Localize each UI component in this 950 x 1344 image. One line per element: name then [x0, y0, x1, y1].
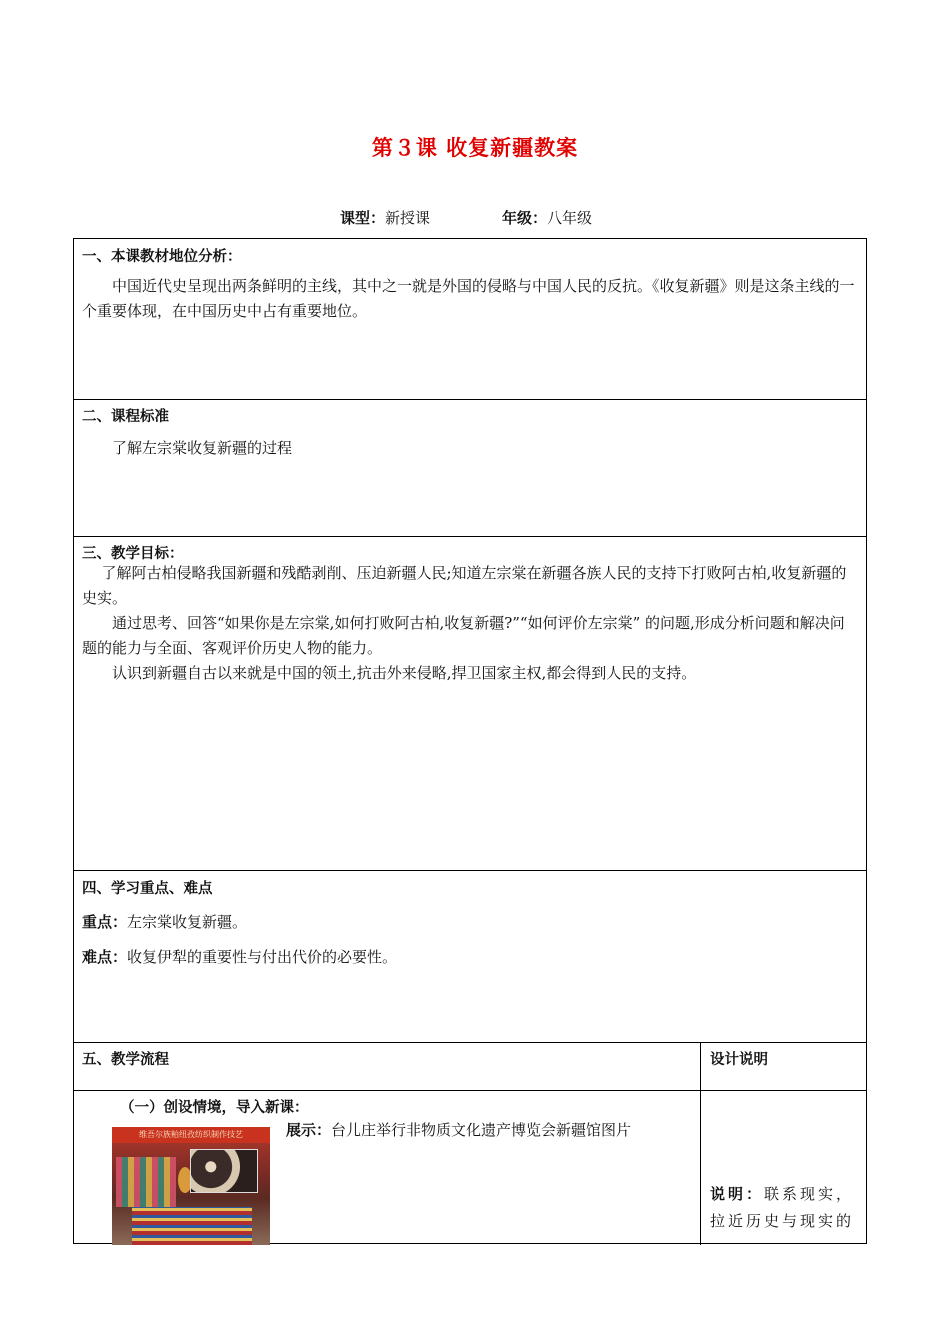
section-text: 了解左宗棠收复新疆的过程: [112, 439, 293, 457]
show-line: [286, 1119, 631, 1140]
type-label: 课型：: [340, 209, 386, 227]
section-heading: 五、教学流程: [82, 1052, 169, 1068]
show-text: 台儿庄举行非物质文化遗产博览会新疆馆图片: [331, 1121, 632, 1139]
goal-attitude: 认识到新疆自古以来就是中国的领土,抗击外来侵略,捍卫国家主权,都会得到人民的支持。: [112, 664, 697, 682]
section-key-points: [74, 871, 866, 1043]
section-heading: 四、学习重点、难点: [82, 881, 213, 897]
difficulty-text: 收复伊犁的重要性与付出代价的必要性。: [127, 948, 398, 966]
step-heading: （一）创设情境，导入新课：: [120, 1100, 309, 1116]
photo-rug: [132, 1207, 252, 1245]
section-text: 中国近代史呈现出两条鲜明的主线，其中之一就是外国的侵略与中国人民的反抗。《收复新疆》则是这条主线的一个重要体现，在中国历史中占有重要地位。: [82, 277, 855, 320]
column-divider: [700, 1091, 701, 1245]
note-text: 联系现实，拉近历史与现实的: [710, 1185, 855, 1230]
key-point: [82, 911, 247, 932]
key-text: 左宗棠收复新疆。: [127, 913, 248, 931]
exhibition-photo: [112, 1127, 270, 1245]
difficulty-label: 难点：: [82, 948, 128, 966]
lesson-plan-table: [73, 238, 867, 1244]
grade-label: 年级：: [502, 209, 548, 227]
type-value: 新授课: [385, 209, 431, 227]
column-divider: [700, 1043, 701, 1090]
section-teaching-process-header: [74, 1043, 866, 1091]
show-label: 展示：: [286, 1121, 332, 1139]
section-heading: 一、本课教材地位分析：: [82, 249, 242, 265]
key-label: 重点：: [82, 913, 128, 931]
goal-ability: 通过思考、回答“如果你是左宗棠,如何打败阿古柏,收复新疆?”“如何评价左宗棠” 的问题,形成分析问题和解决问题的能力与全面、客观评价历史人物的能力。: [82, 614, 845, 657]
design-notes-heading: 设计说明: [710, 1052, 768, 1068]
design-note: [710, 1181, 860, 1235]
photo-banner: 维吾尔族粕纽孜纺织制作技艺: [112, 1127, 270, 1143]
section-curriculum-standard: [74, 400, 866, 537]
grade-value: 八年级: [547, 209, 593, 227]
section-heading: 二、课程标准: [82, 409, 169, 425]
section-teaching-process-content: [74, 1091, 866, 1245]
photo-textile-rack: [116, 1157, 176, 1207]
difficult-point: [82, 946, 397, 967]
note-label: 说明：: [710, 1185, 765, 1203]
section-teaching-goals: [74, 537, 866, 871]
section-heading: 三、教学目标：: [82, 546, 184, 562]
lesson-meta: [340, 207, 592, 228]
goal-knowledge: 了解阿古柏侵略我国新疆和残酷剥削、压迫新疆人民;知道左宗棠在新疆各族人民的支持下打败阿古柏,收复新疆的史实。: [82, 564, 847, 607]
section-material-position: [74, 239, 866, 400]
photo-display-board: [190, 1149, 258, 1193]
page-title: 第３课 收复新疆教案: [371, 136, 579, 160]
